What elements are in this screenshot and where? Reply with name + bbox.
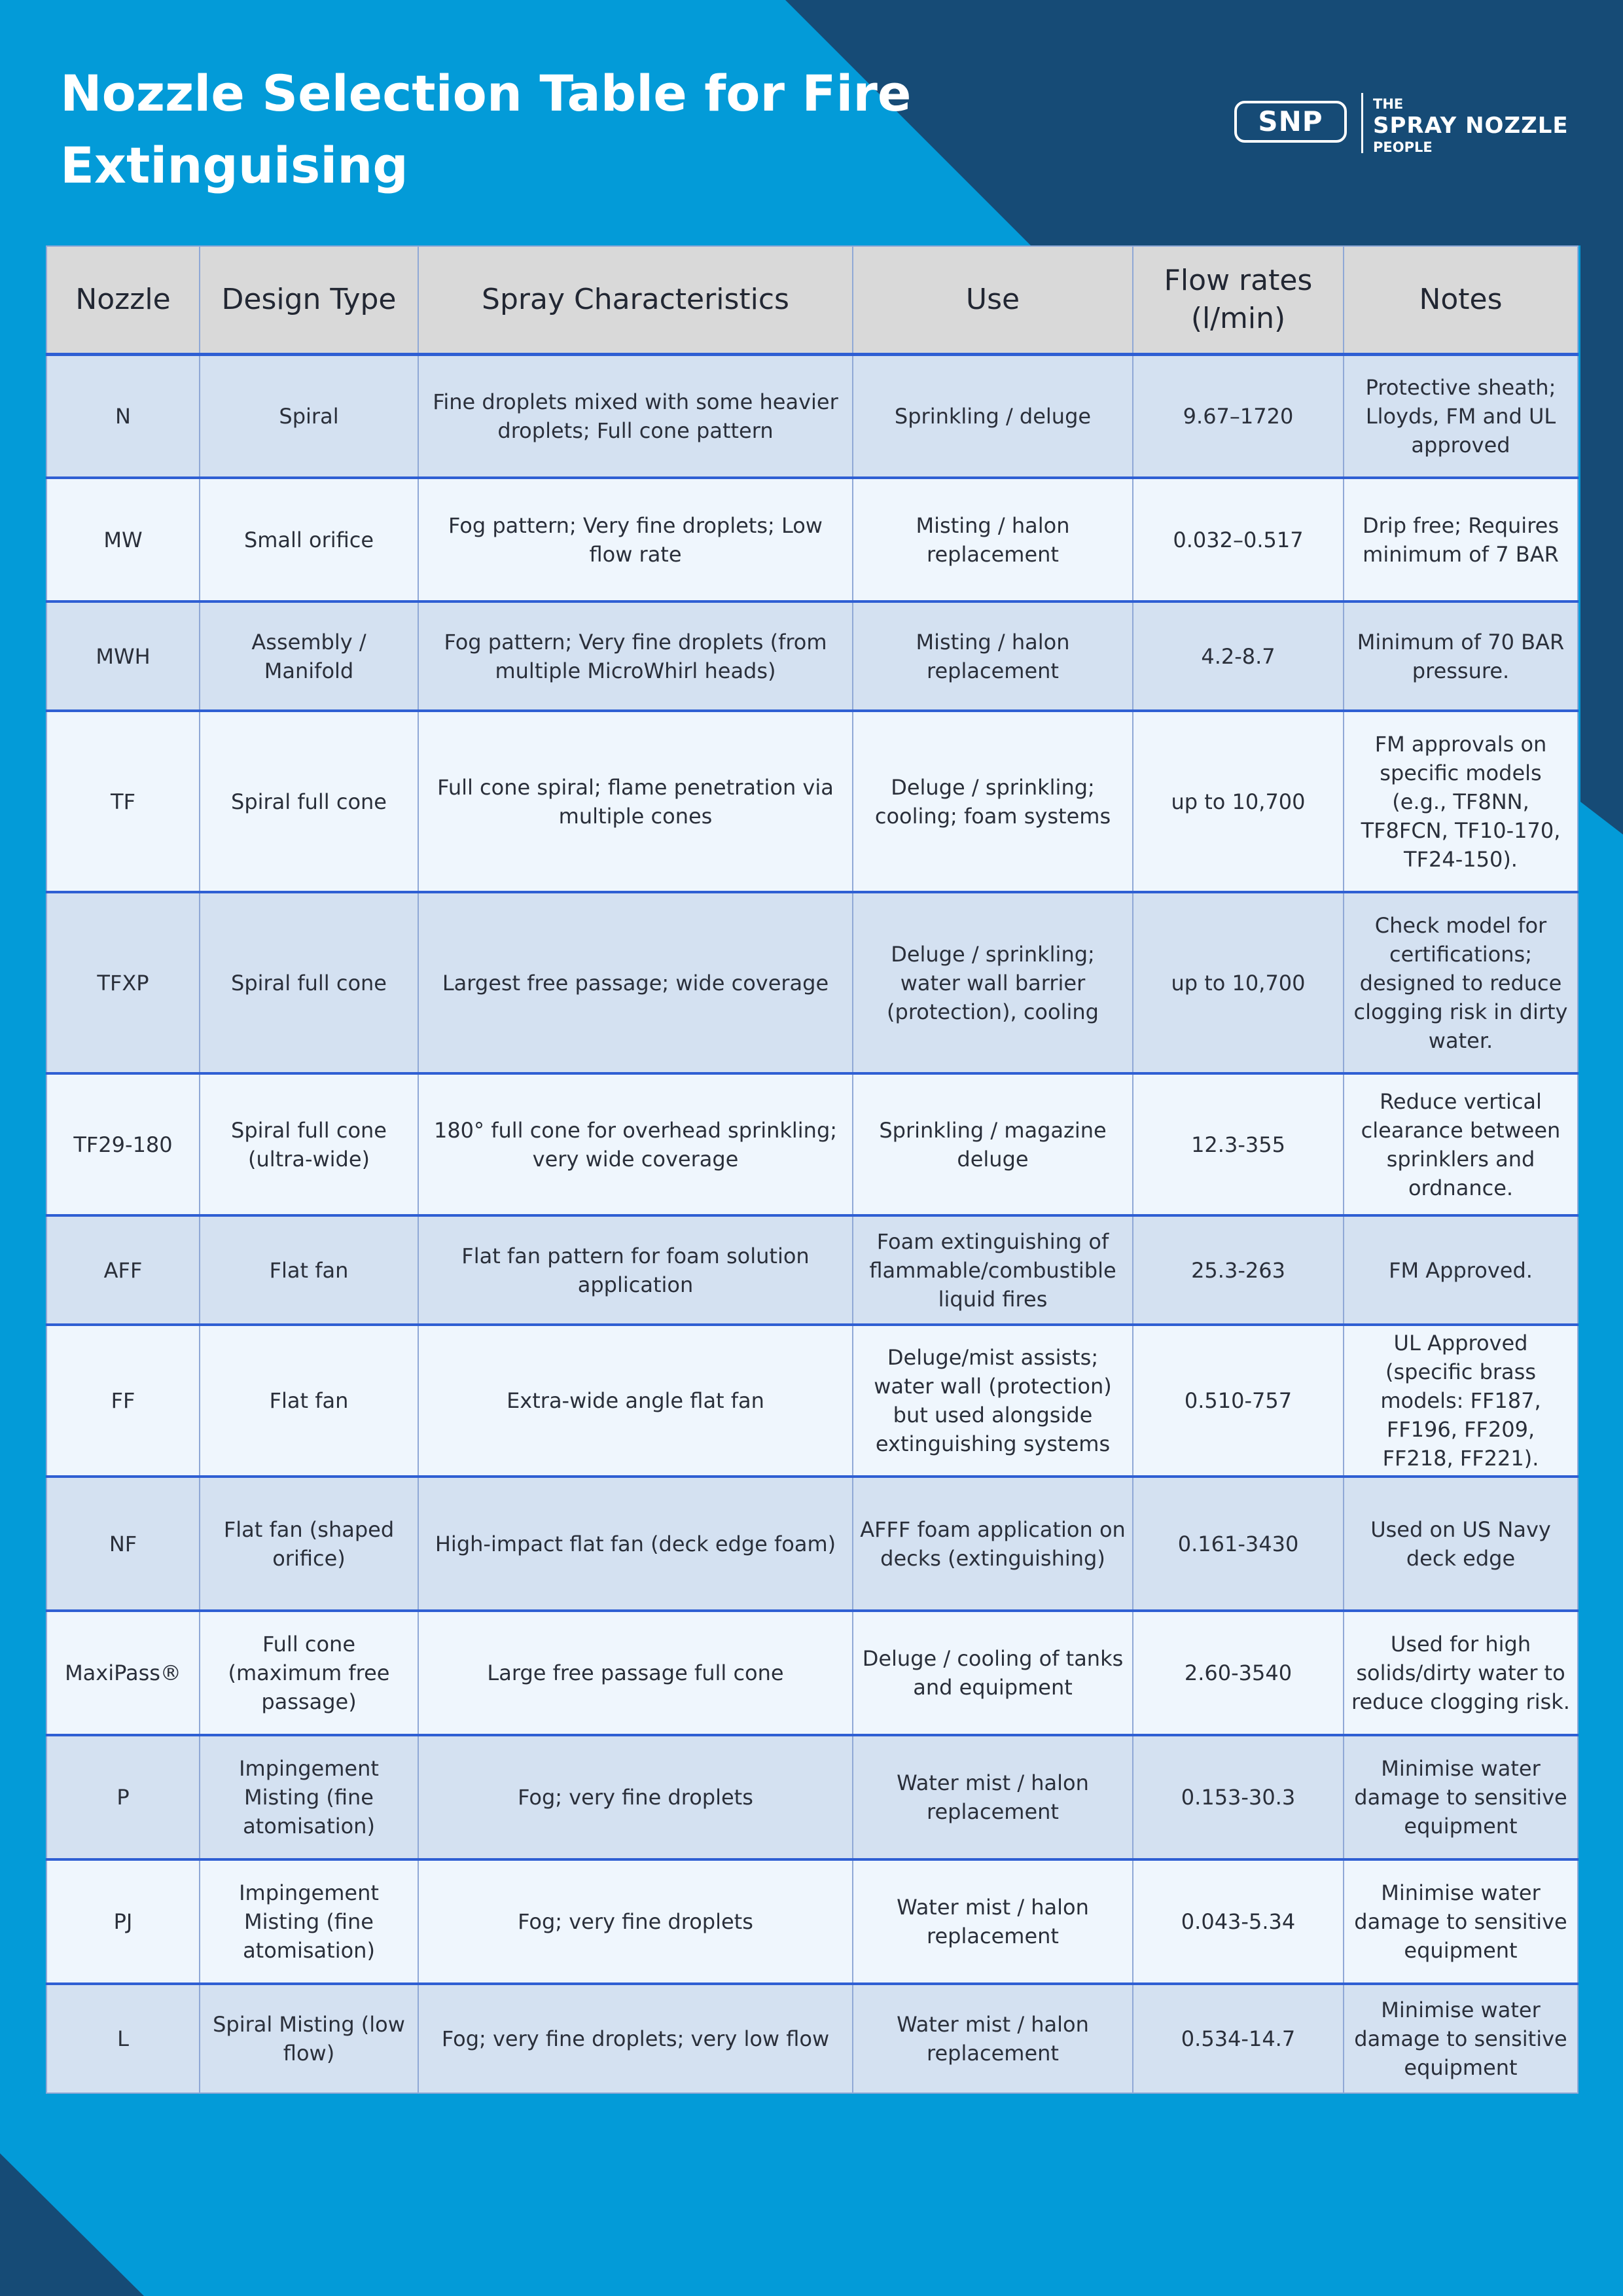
nozzle-selection-table — [46, 245, 1578, 2094]
cell-flow-rate: 0.153-30.3 — [1133, 1735, 1344, 1859]
cell-use: Sprinkling / deluge — [853, 354, 1133, 478]
table-row — [46, 892, 1578, 1073]
cell-use: Deluge / cooling of tanks and equipment — [853, 1611, 1133, 1735]
table-header-row — [46, 246, 1578, 354]
cell-nozzle: TF — [46, 711, 200, 892]
col-header-flow-rates: Flow rates (l/min) — [1133, 246, 1344, 354]
table-row — [46, 1073, 1578, 1215]
table-row — [46, 1477, 1578, 1611]
cell-notes: Used on US Navy deck edge — [1344, 1477, 1578, 1611]
cell-spray-characteristics: Largest free passage; wide coverage — [418, 892, 853, 1073]
table-row — [46, 354, 1578, 478]
cell-design-type: Full cone (maximum free passage) — [200, 1611, 418, 1735]
cell-use: Deluge / sprinkling; cooling; foam systems — [853, 711, 1133, 892]
table-row — [46, 1859, 1578, 1984]
col-header-spray-characteristics: Spray Characteristics — [418, 246, 853, 354]
table-row — [46, 1215, 1578, 1325]
cell-nozzle: AFF — [46, 1215, 200, 1325]
col-header-design-type: Design Type — [200, 246, 418, 354]
cell-flow-rate: 0.534-14.7 — [1133, 1984, 1344, 2093]
table-row — [46, 1325, 1578, 1477]
cell-nozzle: MW — [46, 478, 200, 601]
cell-nozzle: PJ — [46, 1859, 200, 1984]
cell-spray-characteristics: Fine droplets mixed with some heavier droplets; Full cone pattern — [418, 354, 853, 478]
cell-notes: FM Approved. — [1344, 1215, 1578, 1325]
cell-flow-rate: 25.3-263 — [1133, 1215, 1344, 1325]
cell-spray-characteristics: Fog; very fine droplets — [418, 1735, 853, 1859]
cell-nozzle: L — [46, 1984, 200, 2093]
cell-spray-characteristics: Flat fan pattern for foam solution application — [418, 1215, 853, 1325]
cell-spray-characteristics: 180° full cone for overhead sprinkling; very wide coverage — [418, 1073, 853, 1215]
cell-design-type: Assembly / Manifold — [200, 601, 418, 711]
cell-spray-characteristics: Fog; very fine droplets; very low flow — [418, 1984, 853, 2093]
cell-design-type: Spiral — [200, 354, 418, 478]
cell-design-type: Spiral full cone — [200, 892, 418, 1073]
table-row — [46, 478, 1578, 601]
page-title — [60, 58, 1042, 202]
cell-use: Water mist / halon replacement — [853, 1984, 1133, 2093]
cell-design-type: Spiral full cone (ultra-wide) — [200, 1073, 418, 1215]
cell-notes: Reduce vertical clearance between sprinklers and ordnance. — [1344, 1073, 1578, 1215]
cell-flow-rate: 12.3-355 — [1133, 1073, 1344, 1215]
cell-nozzle: FF — [46, 1325, 200, 1477]
cell-notes: FM approvals on specific models (e.g., TF8NN, TF8FCN, TF10-170, TF24-150). — [1344, 711, 1578, 892]
table-row — [46, 1984, 1578, 2093]
company-logo — [1234, 93, 1569, 156]
cell-notes: UL Approved (specific brass models: FF187, FF196, FF209, FF218, FF221). — [1344, 1325, 1578, 1477]
cell-design-type: Spiral full cone — [200, 711, 418, 892]
cell-flow-rate: 0.043-5.34 — [1133, 1859, 1344, 1984]
cell-use: Water mist / halon replacement — [853, 1859, 1133, 1984]
cell-flow-rate: 0.510-757 — [1133, 1325, 1344, 1477]
cell-spray-characteristics: High-impact flat fan (deck edge foam) — [418, 1477, 853, 1611]
cell-design-type: Flat fan — [200, 1215, 418, 1325]
cell-design-type: Impingement Misting (fine atomisation) — [200, 1859, 418, 1984]
cell-spray-characteristics: Fog pattern; Very fine droplets (from multiple MicroWhirl heads) — [418, 601, 853, 711]
logo-wordmark — [1373, 96, 1569, 156]
cell-spray-characteristics: Fog; very fine droplets — [418, 1859, 853, 1984]
cell-notes: Used for high solids/dirty water to reduce clogging risk. — [1344, 1611, 1578, 1735]
table-row — [46, 1611, 1578, 1735]
cell-flow-rate: up to 10,700 — [1133, 892, 1344, 1073]
cell-flow-rate: up to 10,700 — [1133, 711, 1344, 892]
title-line-2: Extinguising — [60, 136, 408, 194]
cell-use: Water mist / halon replacement — [853, 1735, 1133, 1859]
cell-flow-rate: 0.032–0.517 — [1133, 478, 1344, 601]
cell-notes: Drip free; Requires minimum of 7 BAR — [1344, 478, 1578, 601]
cell-design-type: Small orifice — [200, 478, 418, 601]
logo-line-3: PEOPLE — [1373, 139, 1433, 155]
cell-use: Sprinkling / magazine deluge — [853, 1073, 1133, 1215]
cell-use: AFFF foam application on decks (extinguishing) — [853, 1477, 1133, 1611]
cell-design-type: Spiral Misting (low flow) — [200, 1984, 418, 2093]
cell-spray-characteristics: Fog pattern; Very fine droplets; Low flow rate — [418, 478, 853, 601]
cell-notes: Minimum of 70 BAR pressure. — [1344, 601, 1578, 711]
cell-nozzle: N — [46, 354, 200, 478]
cell-notes: Minimise water damage to sensitive equipment — [1344, 1859, 1578, 1984]
cell-use: Foam extinguishing of flammable/combustible liquid fires — [853, 1215, 1133, 1325]
logo-mark: SNP — [1234, 101, 1347, 143]
logo-divider — [1361, 93, 1363, 153]
table-body — [46, 354, 1578, 2093]
cell-notes: Protective sheath; Lloyds, FM and UL approved — [1344, 354, 1578, 478]
cell-design-type: Impingement Misting (fine atomisation) — [200, 1735, 418, 1859]
cell-notes: Minimise water damage to sensitive equipment — [1344, 1735, 1578, 1859]
col-header-nozzle: Nozzle — [46, 246, 200, 354]
cell-use: Deluge / sprinkling; water wall barrier (protection), cooling — [853, 892, 1133, 1073]
table-row — [46, 1735, 1578, 1859]
cell-nozzle: TFXP — [46, 892, 200, 1073]
cell-flow-rate: 0.161-3430 — [1133, 1477, 1344, 1611]
cell-nozzle: P — [46, 1735, 200, 1859]
col-header-notes: Notes — [1344, 246, 1578, 354]
cell-use: Deluge/mist assists; water wall (protection) but used alongside extinguishing systems — [853, 1325, 1133, 1477]
cell-design-type: Flat fan — [200, 1325, 418, 1477]
logo-line-1: THE — [1373, 96, 1404, 112]
cell-flow-rate: 2.60-3540 — [1133, 1611, 1344, 1735]
cell-flow-rate: 9.67–1720 — [1133, 354, 1344, 478]
cell-use: Misting / halon replacement — [853, 478, 1133, 601]
cell-design-type: Flat fan (shaped orifice) — [200, 1477, 418, 1611]
cell-spray-characteristics: Large free passage full cone — [418, 1611, 853, 1735]
table-row — [46, 601, 1578, 711]
cell-use: Misting / halon replacement — [853, 601, 1133, 711]
cell-spray-characteristics: Full cone spiral; flame penetration via multiple cones — [418, 711, 853, 892]
logo-line-2: SPRAY NOZZLE — [1373, 113, 1569, 139]
cell-notes: Minimise water damage to sensitive equipment — [1344, 1984, 1578, 2093]
cell-nozzle: TF29-180 — [46, 1073, 200, 1215]
cell-nozzle: NF — [46, 1477, 200, 1611]
table-row — [46, 711, 1578, 892]
cell-flow-rate: 4.2-8.7 — [1133, 601, 1344, 711]
cell-nozzle: MaxiPass® — [46, 1611, 200, 1735]
cell-nozzle: MWH — [46, 601, 200, 711]
cell-notes: Check model for certifications; designed to reduce clogging risk in dirty water. — [1344, 892, 1578, 1073]
col-header-use: Use — [853, 246, 1133, 354]
cell-spray-characteristics: Extra-wide angle flat fan — [418, 1325, 853, 1477]
title-line-1: Nozzle Selection Table for Fire — [60, 64, 912, 122]
